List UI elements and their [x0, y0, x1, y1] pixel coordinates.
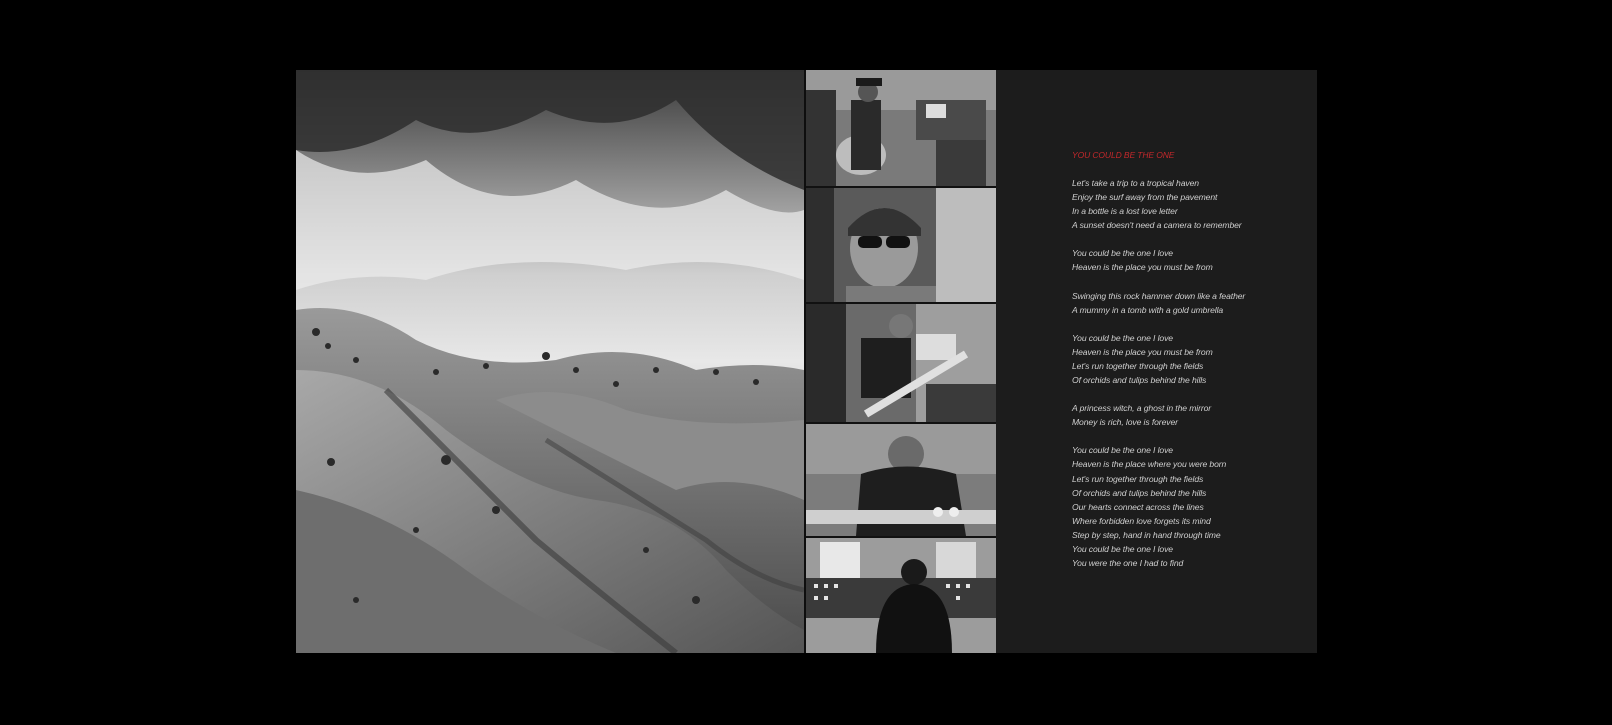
lyric-line: A mummy in a tomb with a gold umbrella [1072, 304, 1224, 315]
lyric-line: Heaven is the place you must be from [1072, 346, 1213, 357]
lyrics-stanza [1072, 443, 1312, 570]
song-title: YOU COULD BE THE ONE [1072, 150, 1175, 160]
lyrics-body [1072, 176, 1312, 584]
lyric-line: Our hearts connect across the lines [1072, 501, 1204, 512]
lyric-line: Let's take a trip to a tropical haven [1072, 178, 1199, 188]
lyric-line: You could be the one I love [1072, 445, 1173, 456]
lyrics-stanza [1072, 289, 1312, 317]
lyric-line: A princess witch, a ghost in the mirror [1072, 403, 1212, 414]
lyric-line: You could be the one I love [1072, 332, 1173, 343]
lyric-line: In a bottle is a lost love letter [1072, 206, 1178, 217]
lyric-line: A sunset doesn't need a camera to remember [1072, 220, 1242, 231]
lyric-line: Of orchids and tulips behind the hills [1072, 375, 1207, 386]
lyrics-stanza [1072, 331, 1312, 387]
studio-photo-strip [806, 70, 996, 653]
album-booklet-spread [296, 70, 1317, 653]
lyrics-stanza [1072, 176, 1312, 232]
lyric-line: You were the one I had to find [1072, 558, 1184, 569]
studio-photo-guitarist [806, 70, 996, 186]
studio-photo-bassist [806, 304, 996, 422]
studio-photo-lap-steel [806, 424, 996, 536]
lyrics-stanza [1072, 401, 1312, 429]
lyric-line: Where forbidden love forgets its mind [1072, 515, 1211, 526]
lyric-line: You could be the one I love [1072, 248, 1173, 259]
lyric-line: Heaven is the place where you were born [1072, 459, 1227, 470]
lyric-line: Swinging this rock hammer down like a feather [1072, 290, 1246, 301]
lyric-line: You could be the one I love [1072, 543, 1173, 554]
lyrics-panel [996, 70, 1317, 653]
lyric-line: Step by step, hand in hand through time [1072, 529, 1221, 540]
studio-photo-console [806, 538, 996, 653]
lyric-line: Let's run together through the fields [1072, 473, 1204, 484]
lyric-line: Enjoy the surf away from the pavement [1072, 192, 1218, 203]
lyrics-stanza [1072, 246, 1312, 274]
landscape-photo [296, 70, 804, 653]
lyric-line: Let's run together through the fields [1072, 360, 1204, 371]
lyric-line: Of orchids and tulips behind the hills [1072, 487, 1207, 498]
lyric-line: Heaven is the place you must be from [1072, 262, 1213, 273]
lyric-line: Money is rich, love is forever [1072, 417, 1178, 428]
studio-photo-portrait [806, 188, 996, 302]
